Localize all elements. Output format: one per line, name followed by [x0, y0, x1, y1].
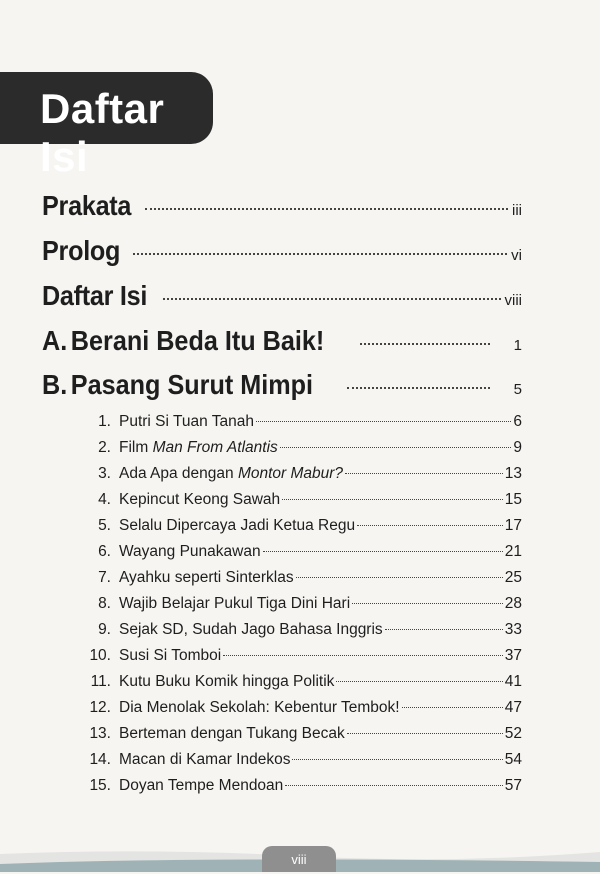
toc-section-12[interactable]	[78, 699, 522, 725]
section-title-italic: Montor Mabur?	[237, 465, 344, 482]
section-page: 54	[504, 751, 522, 768]
section-title: Berteman dengan Tukang Becak	[119, 725, 345, 742]
dot-leader	[352, 603, 503, 604]
section-title: Putri Si Tuan Tanah	[119, 413, 254, 430]
toc-section-14[interactable]	[78, 751, 522, 777]
section-heading	[78, 647, 221, 665]
dot-leader	[280, 447, 512, 448]
section-number: 3.	[98, 465, 111, 482]
section-title: Dia Menolak Sekolah: Kebentur Tembok!	[119, 699, 400, 716]
toc-section-4[interactable]	[78, 491, 522, 517]
chapter-page: 1	[513, 337, 522, 354]
section-heading	[78, 543, 261, 561]
toc-entry-label: Daftar Isi	[42, 280, 148, 311]
toc-section-9[interactable]	[78, 621, 522, 647]
dot-leader	[345, 473, 503, 474]
page-title: Daftar Isi	[40, 85, 165, 180]
section-list	[42, 413, 522, 803]
chapter-title: Pasang Surut Mimpi	[70, 369, 314, 400]
section-heading	[78, 725, 345, 743]
section-heading	[78, 621, 383, 639]
section-title: Susi Si Tomboi	[119, 647, 222, 664]
section-number: 5.	[98, 517, 111, 534]
dot-leader	[285, 785, 502, 786]
section-heading	[78, 699, 400, 717]
dot-leader	[357, 525, 503, 526]
section-heading	[78, 491, 280, 509]
toc-section-8[interactable]	[78, 595, 522, 621]
toc-section-5[interactable]	[78, 517, 522, 543]
dot-leader	[292, 759, 502, 760]
section-page: 33	[504, 621, 522, 638]
section-title-italic: Man From Atlantis	[152, 439, 278, 456]
section-number: 4.	[98, 491, 111, 508]
dot-leader	[385, 629, 503, 630]
section-page: 57	[504, 777, 522, 794]
section-title: Film	[119, 439, 153, 456]
section-title: Sejak SD, Sudah Jago Bahasa Inggris	[119, 621, 383, 638]
toc-entry-page: vi	[511, 247, 522, 264]
section-title: Macan di Kamar Indekos	[119, 751, 291, 768]
table-of-contents	[42, 190, 522, 803]
section-heading	[78, 439, 278, 457]
section-heading	[78, 777, 283, 795]
toc-chapter-a[interactable]	[42, 325, 522, 369]
section-number: 13.	[89, 725, 111, 742]
page-number: viii	[262, 846, 336, 872]
toc-entry-daftar-isi[interactable]	[42, 280, 522, 325]
dot-leader	[347, 733, 503, 734]
section-heading	[78, 569, 294, 587]
toc-section-6[interactable]	[78, 543, 522, 569]
section-number: 14.	[89, 751, 111, 768]
chapter-title: Berani Beda Itu Baik!	[70, 325, 325, 356]
dot-leader	[133, 253, 507, 255]
section-page: 28	[504, 595, 522, 612]
toc-section-11[interactable]	[78, 673, 522, 699]
section-title: Ayahku seperti Sinterklas	[119, 569, 294, 586]
section-page: 21	[504, 543, 522, 560]
dot-leader	[360, 343, 490, 345]
section-page: 6	[513, 413, 522, 430]
dot-leader	[282, 499, 503, 500]
dot-leader	[263, 551, 503, 552]
dot-leader	[223, 655, 503, 656]
section-number: 2.	[98, 439, 111, 456]
section-page: 25	[504, 569, 522, 586]
section-number: 7.	[98, 569, 111, 586]
section-page: 37	[504, 647, 522, 664]
toc-chapter-b[interactable]	[42, 369, 522, 413]
toc-section-1[interactable]	[78, 413, 522, 439]
section-heading	[78, 465, 343, 483]
section-number: 9.	[98, 621, 111, 638]
section-page: 13	[504, 465, 522, 482]
toc-section-13[interactable]	[78, 725, 522, 751]
section-number: 6.	[98, 543, 111, 560]
dot-leader	[163, 298, 501, 300]
section-number: 15.	[89, 777, 111, 794]
section-title: Ada Apa dengan	[119, 465, 238, 482]
dot-leader	[145, 208, 508, 210]
toc-entry-prolog[interactable]	[42, 235, 522, 280]
toc-entry-prakata[interactable]	[42, 190, 522, 235]
section-title: Kutu Buku Komik hingga Politik	[119, 673, 335, 690]
chapter-heading	[42, 325, 324, 357]
toc-section-10[interactable]	[78, 647, 522, 673]
toc-entry-label: Prakata	[42, 190, 132, 221]
section-title: Wayang Punakawan	[119, 543, 261, 560]
toc-section-3[interactable]	[78, 465, 522, 491]
toc-section-7[interactable]	[78, 569, 522, 595]
dot-leader	[296, 577, 503, 578]
section-number: 1.	[98, 413, 111, 430]
section-page: 15	[504, 491, 522, 508]
toc-entry-page: viii	[504, 292, 522, 309]
toc-section-2[interactable]	[78, 439, 522, 465]
section-title: Doyan Tempe Mendoan	[119, 777, 284, 794]
chapter-letter: A.	[42, 325, 68, 356]
chapter-letter: B.	[42, 369, 68, 400]
section-title: Wajib Belajar Pukul Tiga Dini Hari	[119, 595, 351, 612]
section-number: 8.	[98, 595, 111, 612]
section-title: Selalu Dipercaya Jadi Ketua Regu	[119, 517, 356, 534]
section-number: 12.	[89, 699, 111, 716]
dot-leader	[402, 707, 503, 708]
section-title: Kepincut Keong Sawah	[119, 491, 281, 508]
section-heading	[78, 413, 254, 431]
title-tab	[0, 72, 213, 180]
toc-entry-label: Prolog	[42, 235, 121, 266]
dot-leader	[256, 421, 511, 422]
dot-leader	[336, 681, 502, 682]
dot-leader	[347, 387, 490, 389]
section-page: 17	[504, 517, 522, 534]
toc-section-15[interactable]	[78, 777, 522, 803]
section-number: 11.	[90, 673, 111, 690]
chapter-heading	[42, 369, 313, 401]
section-page: 41	[504, 673, 522, 690]
section-heading	[78, 595, 350, 613]
section-page: 9	[513, 439, 522, 456]
section-page: 47	[504, 699, 522, 716]
section-heading	[78, 751, 290, 769]
section-heading	[78, 517, 355, 535]
toc-entry-page: iii	[512, 202, 522, 219]
chapter-page: 5	[513, 381, 522, 398]
section-number: 10.	[89, 647, 111, 664]
section-heading	[78, 673, 334, 691]
front-matter-list	[42, 190, 522, 325]
section-page: 52	[504, 725, 522, 742]
